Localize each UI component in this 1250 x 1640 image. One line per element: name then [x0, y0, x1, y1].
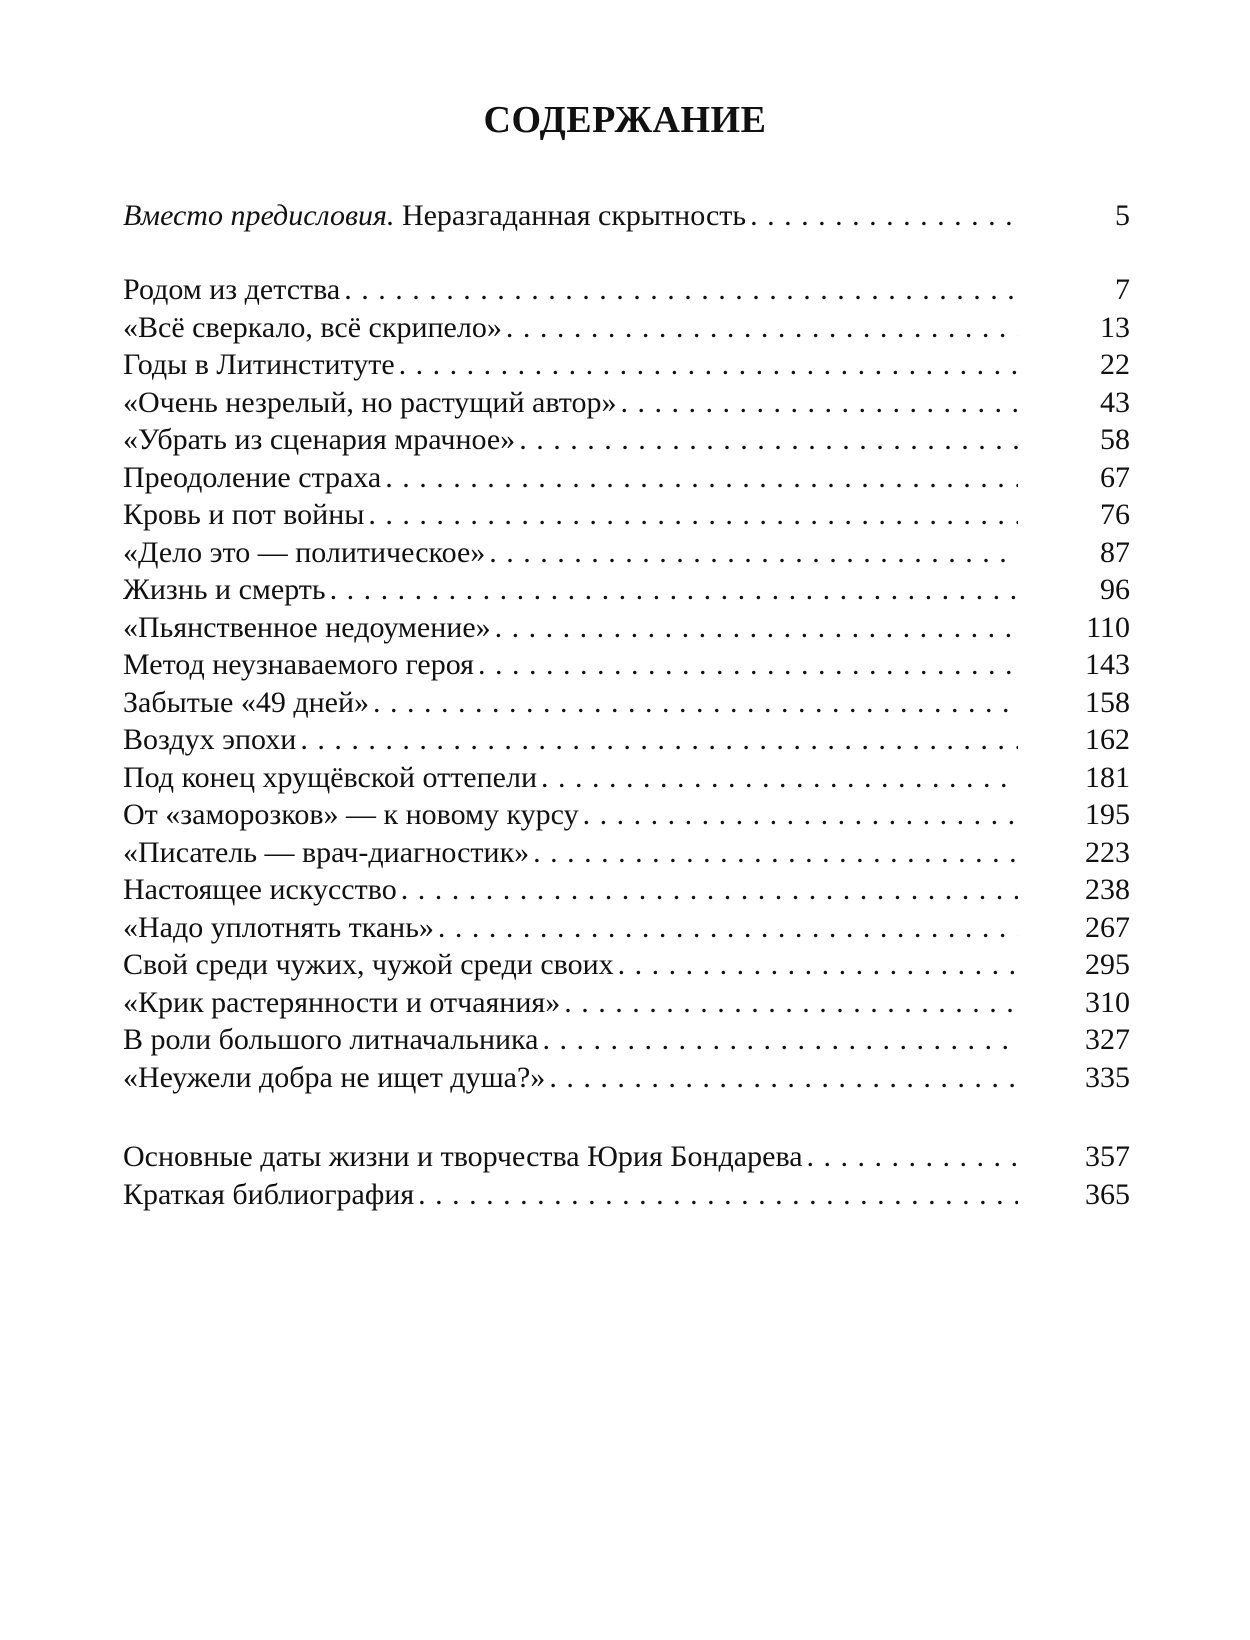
- toc-entry-page: 162: [1085, 723, 1130, 756]
- toc-entry-title: «Неужели добра не ищет душа?»: [123, 1060, 546, 1094]
- toc-entry[interactable]: [123, 796, 1130, 834]
- toc-entry[interactable]: [123, 834, 1130, 872]
- toc-entry-page: 76: [1100, 498, 1130, 531]
- dot-leader: [326, 573, 1018, 606]
- toc-entry[interactable]: [123, 909, 1130, 947]
- toc-entry-page: 195: [1085, 798, 1130, 831]
- toc-entry[interactable]: [123, 1059, 1130, 1097]
- toc-entry-page: 13: [1100, 310, 1130, 344]
- toc-entry-page: 295: [1085, 948, 1130, 981]
- toc-entry-title: [123, 197, 746, 235]
- dot-leader: [485, 536, 1018, 569]
- toc-entry-title: «Очень незрелый, но растущий автор»: [123, 385, 617, 419]
- dot-leader: [395, 348, 1018, 381]
- toc-entry-title: От «заморозков» — к новому курсу: [123, 798, 579, 831]
- dot-leader: [803, 1140, 1018, 1173]
- toc-entry-title: Забытые «49 дней»: [123, 685, 370, 719]
- dot-leader: [364, 498, 1018, 531]
- dot-leader: [491, 611, 1018, 644]
- dot-leader: [474, 648, 1018, 681]
- toc-entry-page: 357: [1085, 1140, 1130, 1173]
- dot-leader: [369, 686, 1018, 719]
- toc-chapter-list: [123, 271, 1130, 1096]
- toc-entry[interactable]: [123, 534, 1130, 572]
- dot-leader: [614, 948, 1018, 981]
- toc-entry[interactable]: [123, 271, 1130, 309]
- dot-leader: [529, 836, 1018, 869]
- toc-entry[interactable]: [123, 571, 1130, 609]
- toc-entry-page: 7: [1115, 273, 1130, 306]
- toc-entry[interactable]: [123, 496, 1130, 534]
- toc-entry-title: Под конец хрущёвской оттепели: [123, 760, 538, 794]
- toc-entry-title: «Писатель — врач-диагностик»: [123, 835, 530, 869]
- toc-entry-title: Родом из детства: [123, 273, 341, 306]
- toc-entry[interactable]: [123, 309, 1130, 347]
- toc-entry[interactable]: [123, 946, 1130, 984]
- toc-entry-page: 223: [1085, 835, 1130, 869]
- toc-entry-page: 67: [1100, 460, 1130, 494]
- dot-leader: [515, 423, 1018, 456]
- toc-entry[interactable]: [123, 421, 1130, 459]
- toc-entry-title: Основные даты жизни и творчества Юрия Бондарева: [123, 1140, 803, 1173]
- toc-entry-title: «Дело это — политическое»: [123, 535, 486, 569]
- toc-entry-title: В роли большого литначальника: [123, 1023, 539, 1056]
- toc-entry-title: «Убрать из сценария мрачное»: [123, 423, 516, 456]
- toc-entry-page: 87: [1100, 535, 1130, 569]
- toc-entry-page: 43: [1100, 385, 1130, 419]
- dot-leader: [539, 1023, 1019, 1056]
- toc-entry-page: 96: [1100, 573, 1130, 606]
- dot-leader: [746, 199, 1018, 232]
- toc-entry-page: 238: [1085, 873, 1130, 906]
- toc-entry-page: 158: [1085, 685, 1130, 719]
- toc-entry-title: Настоящее искусство: [123, 873, 397, 906]
- toc-entry-title: Преодоление страха: [123, 460, 382, 494]
- toc-entry-title: Метод неузнаваемого героя: [123, 648, 474, 681]
- page-title: СОДЕРЖАНИЕ: [483, 99, 767, 141]
- dot-leader: [579, 798, 1018, 831]
- dot-leader: [560, 986, 1018, 1019]
- toc-appendix-list: [123, 1138, 1130, 1213]
- toc-intro: [123, 197, 1130, 235]
- toc-entry[interactable]: [123, 646, 1130, 684]
- toc-entry[interactable]: [123, 1176, 1130, 1214]
- toc-entry[interactable]: [123, 984, 1130, 1022]
- toc-entry-page: 310: [1085, 985, 1130, 1019]
- dot-leader: [616, 386, 1018, 419]
- dot-leader: [340, 273, 1018, 306]
- dot-leader: [296, 723, 1018, 756]
- toc-entry[interactable]: [123, 1021, 1130, 1059]
- toc-entry[interactable]: [123, 871, 1130, 909]
- toc-entry[interactable]: [123, 346, 1130, 384]
- dot-leader: [381, 461, 1018, 494]
- toc-entry-page: 365: [1085, 1177, 1130, 1211]
- toc-entry[interactable]: [123, 609, 1130, 647]
- dot-leader: [397, 873, 1018, 906]
- toc-entry-text: Неразгаданная скрытность: [394, 199, 747, 232]
- toc-entry[interactable]: [123, 384, 1130, 422]
- toc-entry[interactable]: [123, 721, 1130, 759]
- toc-entry-title: «Надо уплотнять ткань»: [123, 910, 434, 944]
- toc-entry[interactable]: [123, 684, 1130, 722]
- dot-leader: [434, 911, 1018, 944]
- toc-entry-title: Годы в Литинституте: [123, 348, 395, 381]
- toc-entry-title: «Пьянственное недоумение»: [123, 610, 491, 644]
- dot-leader: [414, 1178, 1018, 1211]
- toc-entry[interactable]: [123, 197, 1130, 235]
- toc-entry-page: 5: [1115, 199, 1130, 232]
- toc-entry-title: «Всё сверкало, всё скрипело»: [123, 310, 502, 344]
- toc-entry-page: 181: [1085, 760, 1130, 794]
- toc-entry-title: Краткая библиография: [123, 1177, 415, 1211]
- dot-leader: [502, 311, 1018, 344]
- toc-entry-title: Свой среди чужих, чужой среди своих: [123, 948, 614, 981]
- toc-entry[interactable]: [123, 1138, 1130, 1176]
- dot-leader: [537, 761, 1018, 794]
- dot-leader: [545, 1061, 1018, 1094]
- toc-entry-page: 22: [1100, 348, 1130, 381]
- toc-entry-page: 267: [1085, 910, 1130, 944]
- toc-entry-title: Воздух эпохи: [123, 723, 297, 756]
- toc-entry-page: 110: [1086, 610, 1130, 644]
- toc-entry-title: Кровь и пот войны: [123, 498, 365, 531]
- toc-entry-italic-prefix: Вместо предисловия.: [123, 199, 395, 232]
- toc-entry[interactable]: [123, 459, 1130, 497]
- toc-entry-page: 327: [1085, 1023, 1130, 1056]
- toc-entry-page: 58: [1100, 423, 1130, 456]
- toc-entry-title: «Крик растерянности и отчаяния»: [123, 985, 561, 1019]
- toc-entry[interactable]: [123, 759, 1130, 797]
- toc-entry-page: 143: [1085, 648, 1130, 681]
- toc-entry-title: Жизнь и смерть: [123, 573, 326, 606]
- toc-entry-page: 335: [1085, 1060, 1130, 1094]
